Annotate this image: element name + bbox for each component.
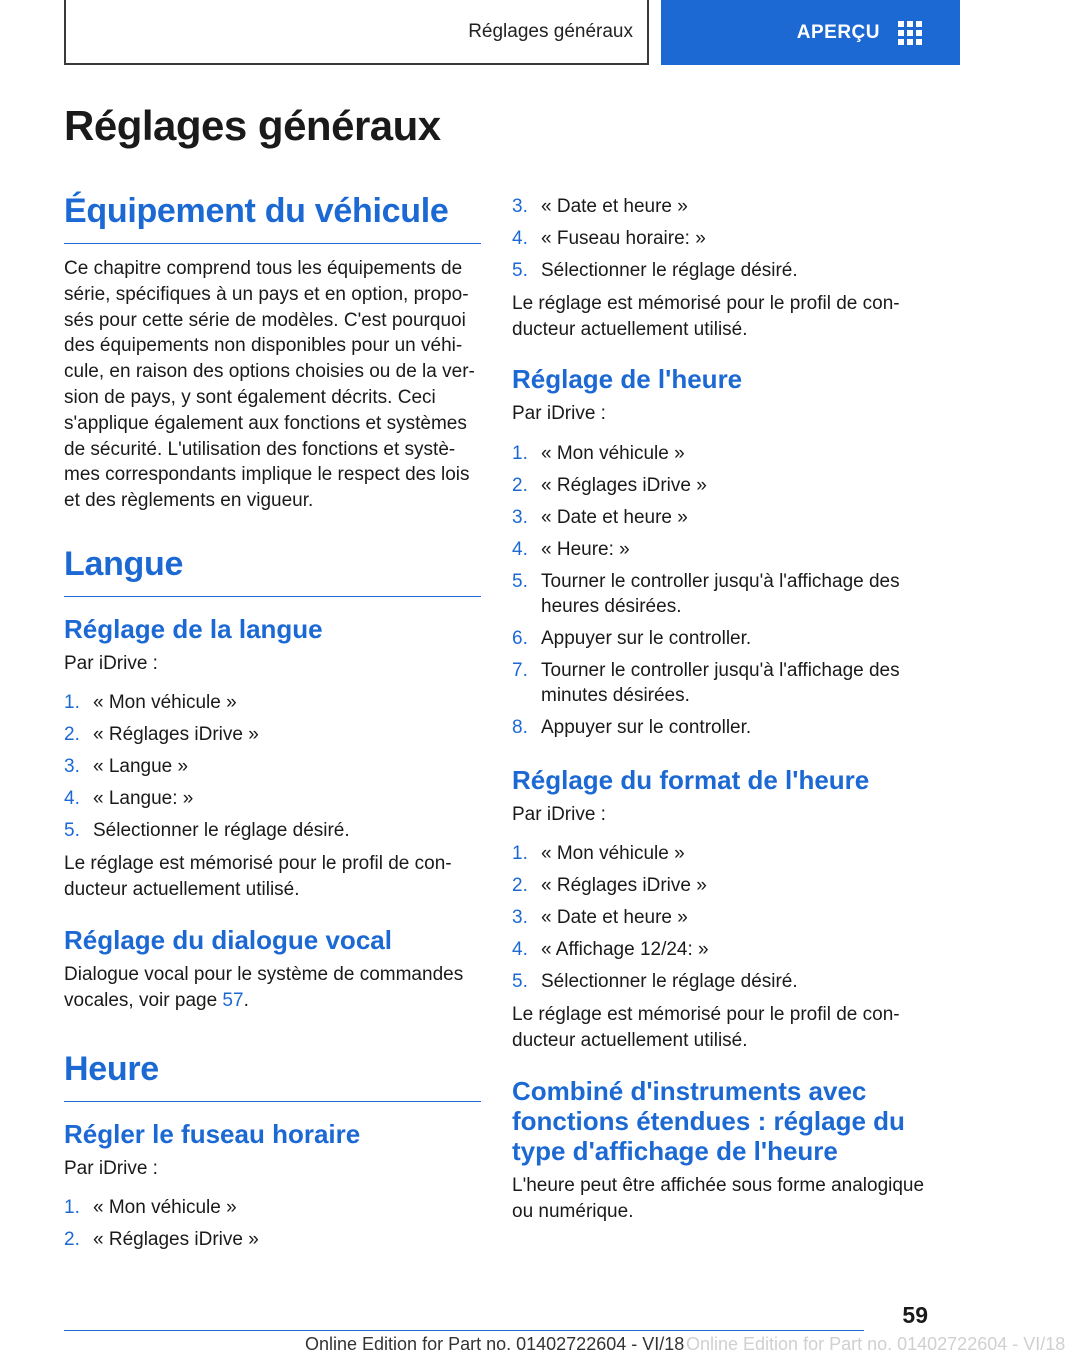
heading-cluster: Combiné d'instruments avec fonctions étendues : réglage du type d'affichage de l'heure: [512, 1076, 905, 1166]
timezone-note: Le réglage est mémorisé pour le profil de conducteur actuellement utilisé.: [512, 293, 900, 340]
timezone-steps-continued: [512, 194, 932, 290]
list-item: 1. « Mon véhicule »: [64, 692, 237, 713]
list-item: 5. Sélectionner le réglage désiré.: [64, 820, 350, 841]
page-title: Réglages généraux: [64, 102, 441, 149]
header-section-label: Réglages généraux: [468, 20, 633, 42]
list-item: 3. « Date et heure »: [512, 196, 688, 217]
language-intro: Par iDrive :: [64, 653, 158, 674]
list-item: 5. Tourner le controller jusqu'à l'affichage des heures désirées.: [512, 571, 900, 617]
time-format-note: Le réglage est mémorisé pour le profil de conducteur actuellement utilisé.: [512, 1004, 900, 1051]
footer-divider: [64, 1330, 864, 1331]
list-item: 1. « Mon véhicule »: [64, 1197, 237, 1218]
heading-voice-dialogue: Réglage du dialogue vocal: [64, 925, 392, 955]
list-item: 3. « Langue »: [64, 756, 189, 777]
list-item: 7. Tourner le controller jusqu'à l'affichage des minutes désirées.: [512, 660, 900, 706]
set-time-intro: Par iDrive :: [512, 403, 606, 424]
list-item: 5. Sélectionner le réglage désiré.: [512, 260, 798, 281]
heading-time-format: Réglage du format de l'heure: [512, 765, 870, 795]
footer-edition: Online Edition for Part no. 01402722604 - VI/18: [305, 1334, 685, 1354]
header-section-tab[interactable]: [64, 0, 649, 65]
list-item: 1. « Mon véhicule »: [512, 843, 685, 864]
heading-language-setting: Réglage de la langue: [64, 614, 323, 644]
list-item: 4. « Affichage 12/24: »: [512, 939, 709, 960]
heading-language: Langue: [64, 545, 481, 597]
equipment-text: Ce chapitre comprend tous les équipements de série, spécifiques à un pays et en option, proposés pour cette série de modèles. C'est pourquoi des équipements non disponibles pour un véhicule, en raison des options choisies ou de la version de pays, y sont également décrits. Ceci s'applique également aux fonctions et systèmes de sécurité. L'utilisation des fonctions et systèmes correspondants implique le respect des lois et des règlements en vigueur.: [64, 258, 475, 512]
page-reference-link[interactable]: 57: [222, 989, 244, 1011]
list-item: 8. Appuyer sur le controller.: [512, 717, 752, 738]
time-format-intro: Par iDrive :: [512, 804, 606, 825]
list-item: 3. « Date et heure »: [512, 907, 688, 928]
heading-timezone: Régler le fuseau horaire: [64, 1119, 361, 1149]
list-item: 6. Appuyer sur le controller.: [512, 628, 752, 649]
heading-set-time: Réglage de l'heure: [512, 364, 743, 394]
language-note: Le réglage est mémorisé pour le profil de conducteur actuellement utilisé.: [64, 853, 452, 900]
heading-time: Heure: [64, 1050, 481, 1102]
timezone-steps: [64, 1195, 481, 1259]
grid-icon: [898, 21, 922, 45]
time-format-steps: [512, 841, 932, 1001]
list-item: 2. « Réglages iDrive »: [512, 475, 707, 496]
page-number: 59: [902, 1302, 928, 1328]
cluster-text: L'heure peut être affichée sous forme analogique ou numérique.: [512, 1175, 925, 1222]
set-time-steps: [512, 441, 932, 747]
list-item: 2. « Réglages iDrive »: [64, 1229, 259, 1250]
overview-label: APERÇU: [796, 21, 880, 43]
heading-equipment: Équipement du véhicule: [64, 192, 481, 244]
list-item: 2. « Réglages iDrive »: [512, 875, 707, 896]
list-item: 4. « Langue: »: [64, 788, 194, 809]
list-item: 3. « Date et heure »: [512, 507, 688, 528]
list-item: 4. « Fuseau horaire: »: [512, 228, 706, 249]
language-steps: [64, 690, 481, 850]
list-item: 4. « Heure: »: [512, 539, 630, 560]
voice-text: Dialogue vocal pour le système de commandes vocales, voir page 57.: [64, 964, 464, 1011]
list-item: 5. Sélectionner le réglage désiré.: [512, 971, 798, 992]
list-item: 1. « Mon véhicule »: [512, 443, 685, 464]
watermark: Online Edition for Part no. 01402722604 - VI/18: [686, 1334, 1065, 1354]
overview-button[interactable]: [661, 0, 960, 65]
timezone-intro: Par iDrive :: [64, 1158, 158, 1179]
list-item: 2. « Réglages iDrive »: [64, 724, 259, 745]
